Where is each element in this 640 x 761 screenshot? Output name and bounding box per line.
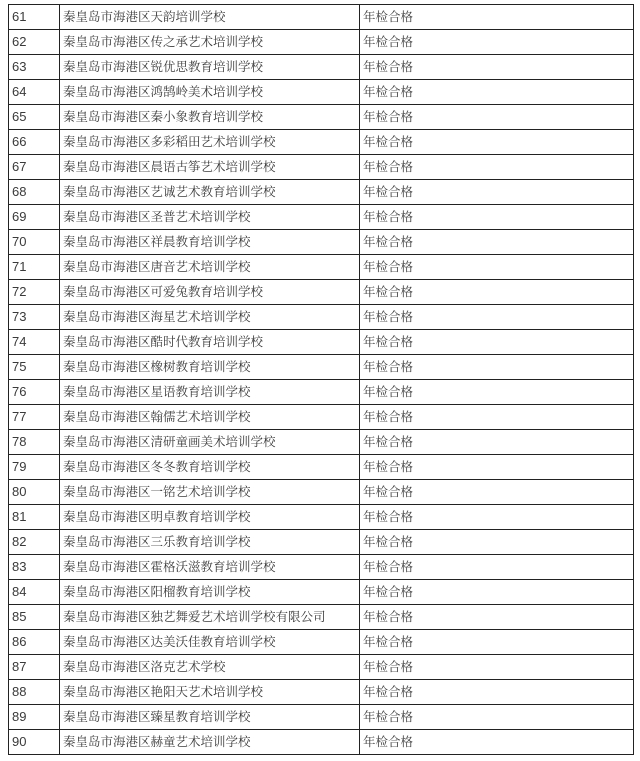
table-row <box>9 605 634 630</box>
school-name-cell: 秦皇岛市海港区三乐教育培训学校 <box>60 530 360 555</box>
table-row <box>9 355 634 380</box>
inspection-status-cell: 年检合格 <box>360 280 634 305</box>
school-name-cell: 秦皇岛市海港区星语教育培训学校 <box>60 380 360 405</box>
school-name-cell: 秦皇岛市海港区霍格沃滋教育培训学校 <box>60 555 360 580</box>
school-name-cell: 秦皇岛市海港区祥晨教育培训学校 <box>60 230 360 255</box>
inspection-status-cell: 年检合格 <box>360 5 634 30</box>
row-number-cell: 81 <box>9 505 60 530</box>
inspection-status-cell: 年检合格 <box>360 230 634 255</box>
inspection-status-cell: 年检合格 <box>360 505 634 530</box>
inspection-status-cell: 年检合格 <box>360 555 634 580</box>
row-number-cell: 77 <box>9 405 60 430</box>
school-name-cell: 秦皇岛市海港区独艺舞爱艺术培训学校有限公司 <box>60 605 360 630</box>
table-row <box>9 655 634 680</box>
row-number-cell: 70 <box>9 230 60 255</box>
inspection-status-cell: 年检合格 <box>360 205 634 230</box>
table-row <box>9 405 634 430</box>
school-name-cell: 秦皇岛市海港区海星艺术培训学校 <box>60 305 360 330</box>
inspection-status-cell: 年检合格 <box>360 480 634 505</box>
inspection-status-cell: 年检合格 <box>360 580 634 605</box>
table-row <box>9 55 634 80</box>
table-row <box>9 5 634 30</box>
inspection-status-cell: 年检合格 <box>360 455 634 480</box>
row-number-cell: 63 <box>9 55 60 80</box>
table-row <box>9 455 634 480</box>
row-number-cell: 79 <box>9 455 60 480</box>
inspection-status-cell: 年检合格 <box>360 530 634 555</box>
school-name-cell: 秦皇岛市海港区天韵培训学校 <box>60 5 360 30</box>
school-name-cell: 秦皇岛市海港区多彩稻田艺术培训学校 <box>60 130 360 155</box>
inspection-status-cell: 年检合格 <box>360 330 634 355</box>
row-number-cell: 66 <box>9 130 60 155</box>
school-name-cell: 秦皇岛市海港区锐优思教育培训学校 <box>60 55 360 80</box>
table-row <box>9 130 634 155</box>
row-number-cell: 85 <box>9 605 60 630</box>
row-number-cell: 74 <box>9 330 60 355</box>
inspection-status-cell: 年检合格 <box>360 405 634 430</box>
inspection-status-cell: 年检合格 <box>360 180 634 205</box>
inspection-status-cell: 年检合格 <box>360 130 634 155</box>
row-number-cell: 73 <box>9 305 60 330</box>
table-row <box>9 480 634 505</box>
inspection-status-cell: 年检合格 <box>360 355 634 380</box>
table-row <box>9 155 634 180</box>
school-name-cell: 秦皇岛市海港区明卓教育培训学校 <box>60 505 360 530</box>
row-number-cell: 78 <box>9 430 60 455</box>
school-name-cell: 秦皇岛市海港区阳榴教育培训学校 <box>60 580 360 605</box>
inspection-status-cell: 年检合格 <box>360 605 634 630</box>
inspection-status-cell: 年检合格 <box>360 380 634 405</box>
school-name-cell: 秦皇岛市海港区橡树教育培训学校 <box>60 355 360 380</box>
table-row <box>9 255 634 280</box>
school-name-cell: 秦皇岛市海港区晨语古筝艺术培训学校 <box>60 155 360 180</box>
table-row <box>9 230 634 255</box>
inspection-status-cell: 年检合格 <box>360 705 634 730</box>
table-row <box>9 505 634 530</box>
school-name-cell: 秦皇岛市海港区唐音艺术培训学校 <box>60 255 360 280</box>
inspection-status-cell: 年检合格 <box>360 255 634 280</box>
inspection-status-cell: 年检合格 <box>360 630 634 655</box>
table-row <box>9 580 634 605</box>
row-number-cell: 67 <box>9 155 60 180</box>
row-number-cell: 71 <box>9 255 60 280</box>
row-number-cell: 84 <box>9 580 60 605</box>
row-number-cell: 76 <box>9 380 60 405</box>
table-row <box>9 555 634 580</box>
school-name-cell: 秦皇岛市海港区秦小象教育培训学校 <box>60 105 360 130</box>
inspection-status-cell: 年检合格 <box>360 105 634 130</box>
row-number-cell: 82 <box>9 530 60 555</box>
inspection-status-cell: 年检合格 <box>360 155 634 180</box>
table-row <box>9 205 634 230</box>
school-name-cell: 秦皇岛市海港区圣普艺术培训学校 <box>60 205 360 230</box>
school-name-cell: 秦皇岛市海港区赫童艺术培训学校 <box>60 730 360 755</box>
school-name-cell: 秦皇岛市海港区洛克艺术学校 <box>60 655 360 680</box>
table-row <box>9 630 634 655</box>
table-row <box>9 280 634 305</box>
school-name-cell: 秦皇岛市海港区冬冬教育培训学校 <box>60 455 360 480</box>
row-number-cell: 88 <box>9 680 60 705</box>
table-row <box>9 680 634 705</box>
row-number-cell: 89 <box>9 705 60 730</box>
row-number-cell: 65 <box>9 105 60 130</box>
row-number-cell: 90 <box>9 730 60 755</box>
inspection-status-cell: 年检合格 <box>360 730 634 755</box>
row-number-cell: 62 <box>9 30 60 55</box>
inspection-status-cell: 年检合格 <box>360 680 634 705</box>
table-body <box>9 5 634 755</box>
inspection-status-cell: 年检合格 <box>360 305 634 330</box>
row-number-cell: 80 <box>9 480 60 505</box>
school-name-cell: 秦皇岛市海港区清研童画美术培训学校 <box>60 430 360 455</box>
inspection-status-cell: 年检合格 <box>360 80 634 105</box>
school-name-cell: 秦皇岛市海港区可爱兔教育培训学校 <box>60 280 360 305</box>
table-row <box>9 105 634 130</box>
school-name-cell: 秦皇岛市海港区艺诚艺术教育培训学校 <box>60 180 360 205</box>
row-number-cell: 69 <box>9 205 60 230</box>
row-number-cell: 83 <box>9 555 60 580</box>
table-row <box>9 80 634 105</box>
row-number-cell: 68 <box>9 180 60 205</box>
row-number-cell: 75 <box>9 355 60 380</box>
inspection-status-cell: 年检合格 <box>360 655 634 680</box>
row-number-cell: 61 <box>9 5 60 30</box>
row-number-cell: 64 <box>9 80 60 105</box>
table-row <box>9 730 634 755</box>
school-name-cell: 秦皇岛市海港区酷时代教育培训学校 <box>60 330 360 355</box>
inspection-status-cell: 年检合格 <box>360 30 634 55</box>
school-name-cell: 秦皇岛市海港区达美沃佳教育培训学校 <box>60 630 360 655</box>
school-name-cell: 秦皇岛市海港区一铭艺术培训学校 <box>60 480 360 505</box>
school-name-cell: 秦皇岛市海港区翰儒艺术培训学校 <box>60 405 360 430</box>
row-number-cell: 86 <box>9 630 60 655</box>
table-row <box>9 430 634 455</box>
table-row <box>9 380 634 405</box>
school-name-cell: 秦皇岛市海港区臻星教育培训学校 <box>60 705 360 730</box>
inspection-status-cell: 年检合格 <box>360 55 634 80</box>
table-row <box>9 305 634 330</box>
school-name-cell: 秦皇岛市海港区传之承艺术培训学校 <box>60 30 360 55</box>
school-name-cell: 秦皇岛市海港区艳阳天艺术培训学校 <box>60 680 360 705</box>
inspection-status-cell: 年检合格 <box>360 430 634 455</box>
school-inspection-table <box>8 4 634 755</box>
table-row <box>9 180 634 205</box>
row-number-cell: 72 <box>9 280 60 305</box>
table-row <box>9 330 634 355</box>
school-name-cell: 秦皇岛市海港区鸿鹄岭美术培训学校 <box>60 80 360 105</box>
table-row <box>9 530 634 555</box>
row-number-cell: 87 <box>9 655 60 680</box>
table-row <box>9 30 634 55</box>
table-row <box>9 705 634 730</box>
